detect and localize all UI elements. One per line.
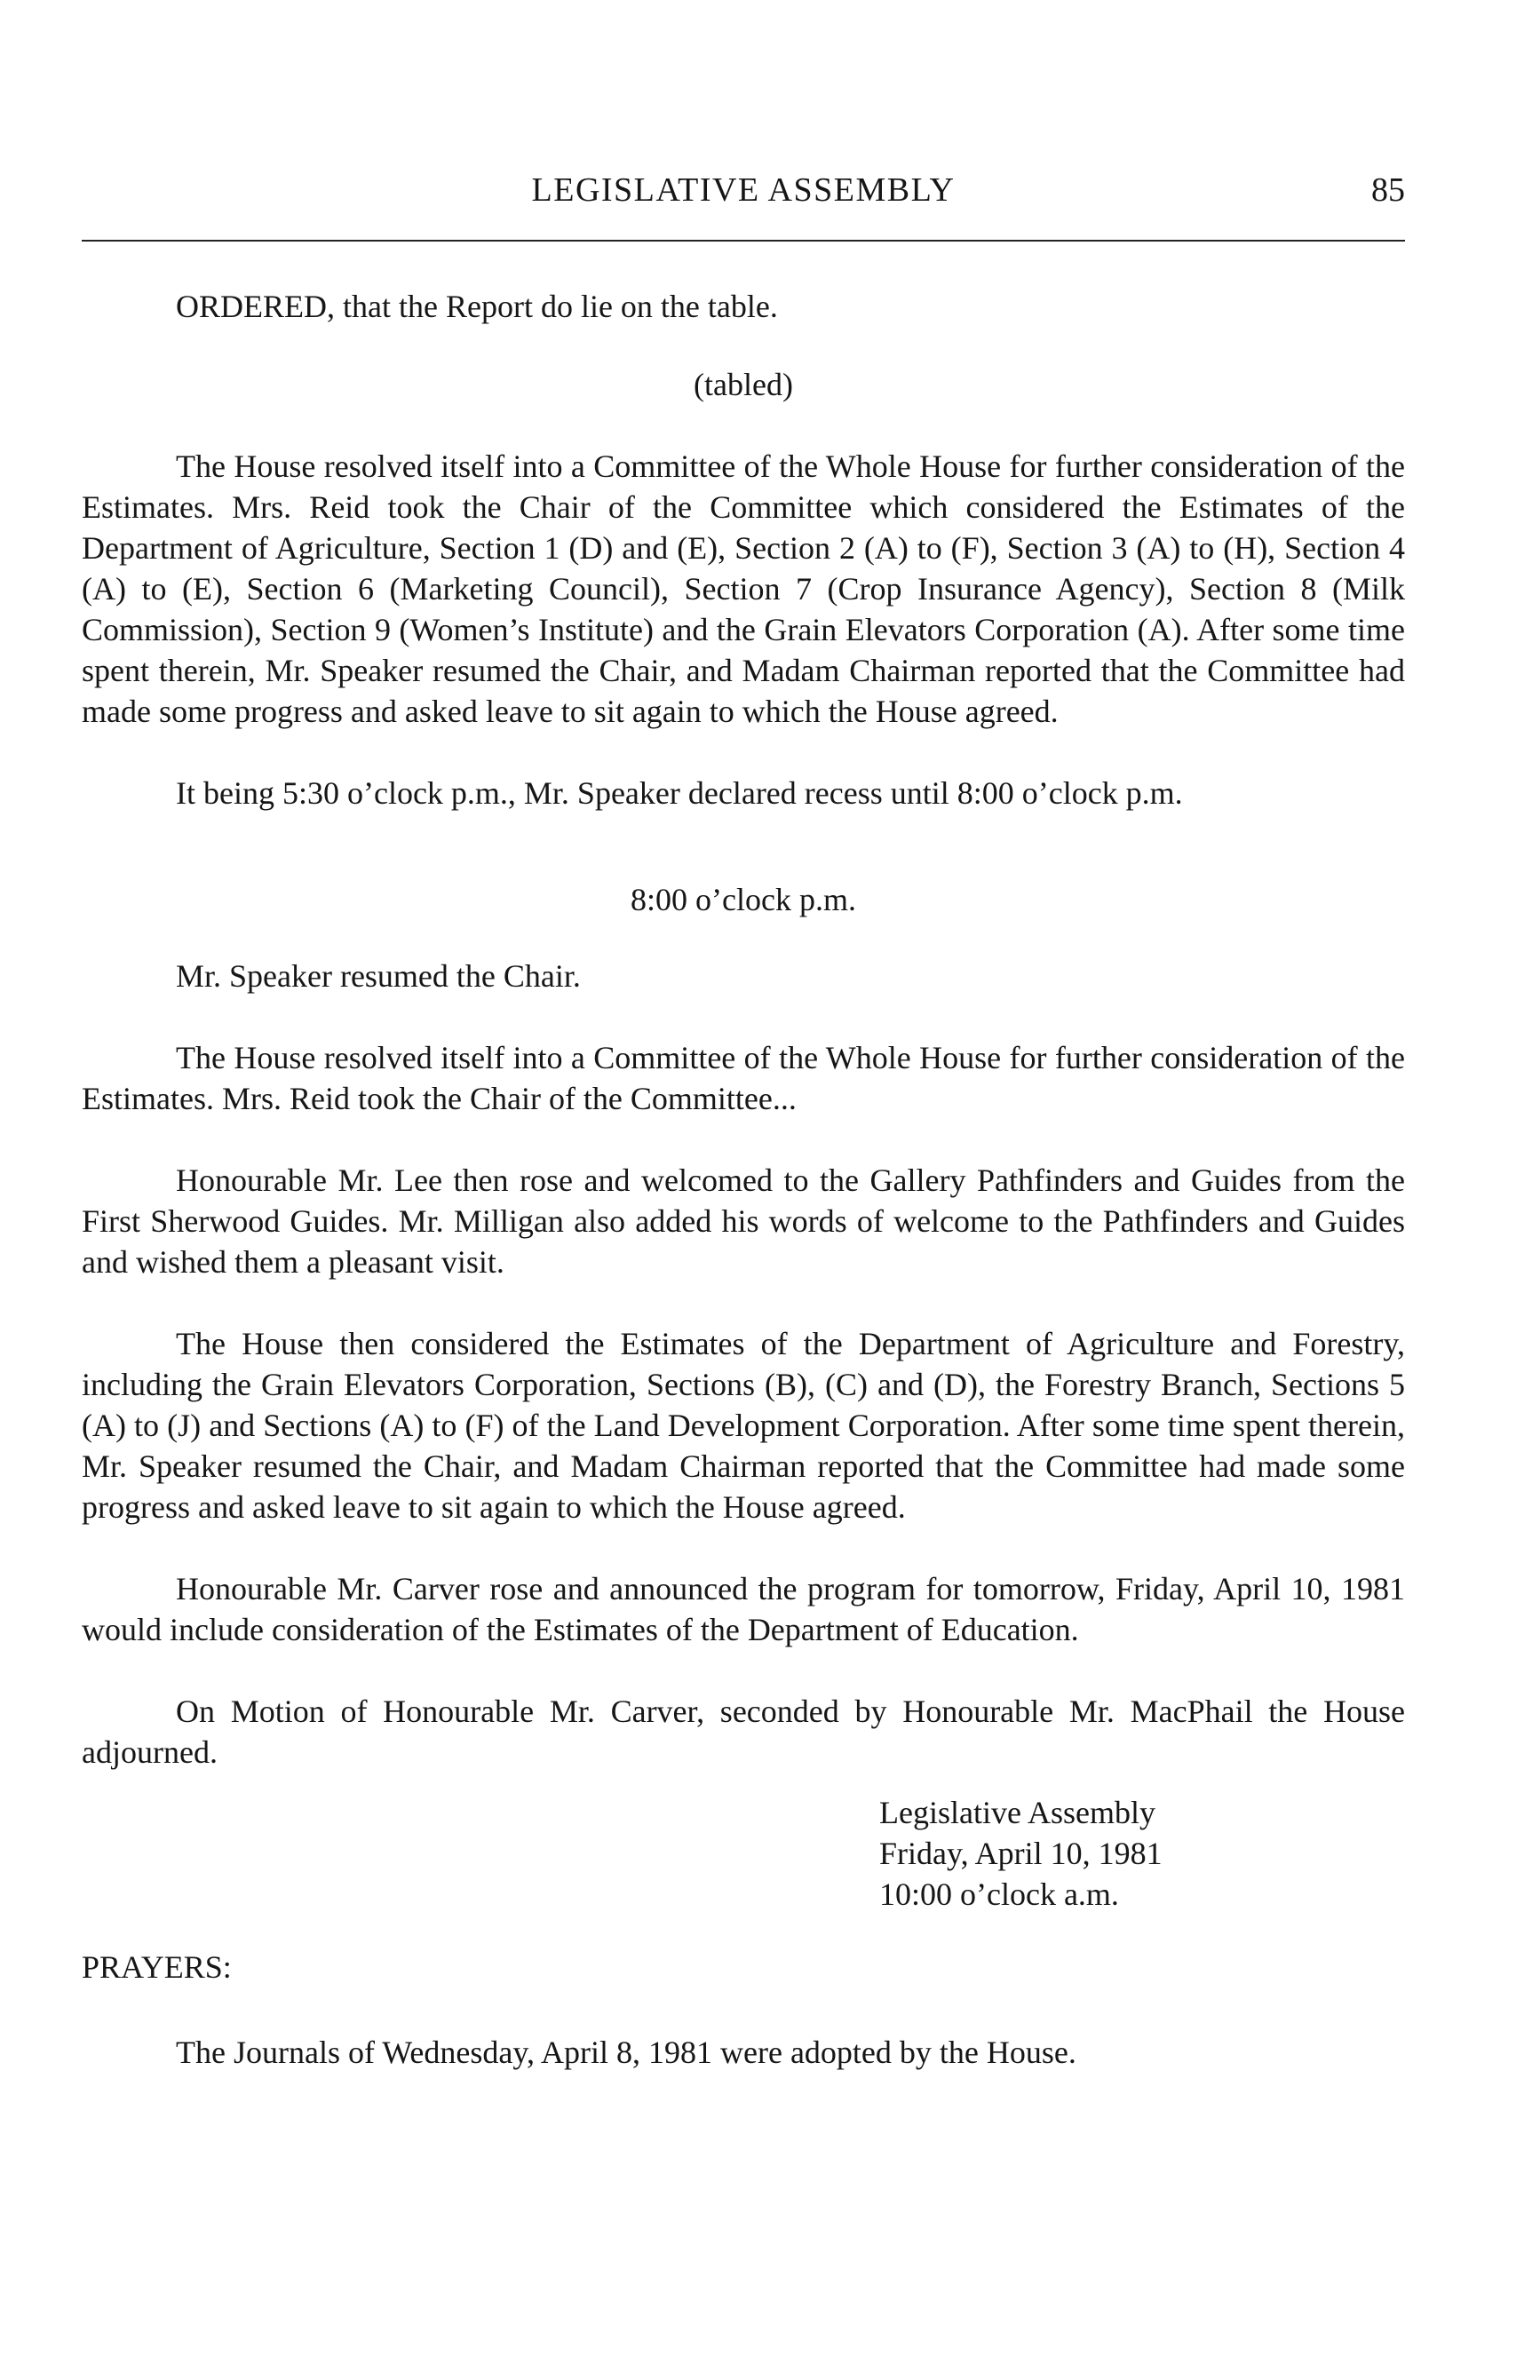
committee-paragraph-2: The House resolved itself into a Committee of the Whole House for further consideration of the Estimates. Mrs. Reid took the Chair of the Committee... [82, 1040, 1405, 1116]
header-rule [82, 240, 1405, 242]
journal-body [82, 266, 1405, 2073]
sitting-heading-time: 10:00 o’clock a.m. [879, 1876, 1119, 1912]
welcome-paragraph: Honourable Mr. Lee then rose and welcomed to the Gallery Pathfinders and Guides from the First Sherwood Guides. Mr. Milligan also added his words of welcome to the Pathfinders and Guides and wished them a pleasant visit. [82, 1162, 1405, 1280]
committee-paragraph-1: The House resolved itself into a Committee of the Whole House for further consideration of the Estimates. Mrs. Reid took the Chair of the Committee which considered the Estimates of the Department of Agriculture, Section 1 (D) and (E), Section 2 (A) to (F), Section 3 (A) to (H), Section 4 (A) to (E), Section 6 (Marketing Council), Section 7 (Crop Insurance Agency), Section 8 (Milk Commission), Section 9 (Women’s Institute) and the Grain Elevators Corporation (A). After some time spent therein, Mr. Speaker resumed the Chair, and Madam Chairman reported that the Committee had made some progress and asked leave to sit again to which the House agreed. [82, 448, 1405, 729]
ordered-paragraph: ORDERED, that the Report do lie on the table. [176, 289, 778, 324]
evening-sitting-time: 8:00 o’clock p.m. [631, 882, 856, 917]
speaker-resumed-paragraph: Mr. Speaker resumed the Chair. [176, 958, 581, 994]
recess-paragraph: It being 5:30 o’clock p.m., Mr. Speaker declared recess until 8:00 o’clock p.m. [176, 775, 1183, 811]
sitting-heading [879, 1792, 1405, 1915]
running-title: LEGISLATIVE ASSEMBLY [531, 171, 956, 209]
page-number: 85 [1371, 171, 1405, 209]
estimates-paragraph: The House then considered the Estimates of the Department of Agriculture and Forestry, including the Grain Elevators Corporation, Sections (B), (C) and (D), the Forestry Branch, Sections 5 (A) to (J) and Sections (A) to (F) of the Land Development Corporation. After some time spent therein, Mr. Speaker resumed the Chair, and Madam Chairman reported that the Committee had made some progress and asked leave to sit again to which the House agreed. [82, 1326, 1405, 1525]
running-header [82, 158, 1405, 211]
sitting-heading-date: Friday, April 10, 1981 [879, 1836, 1163, 1871]
program-paragraph: Honourable Mr. Carver rose and announced the program for tomorrow, Friday, April 10, 1981 would include consideration of the Estimates of the Department of Education. [82, 1571, 1405, 1647]
sitting-heading-assembly: Legislative Assembly [879, 1795, 1155, 1830]
journals-paragraph: The Journals of Wednesday, April 8, 1981 were adopted by the House. [176, 2035, 1076, 2070]
prayers-heading: PRAYERS: [82, 1949, 232, 1985]
adjournment-paragraph: On Motion of Honourable Mr. Carver, seconded by Honourable Mr. MacPhail the House adjourned. [82, 1694, 1405, 1770]
tabled-note: (tabled) [694, 367, 793, 402]
